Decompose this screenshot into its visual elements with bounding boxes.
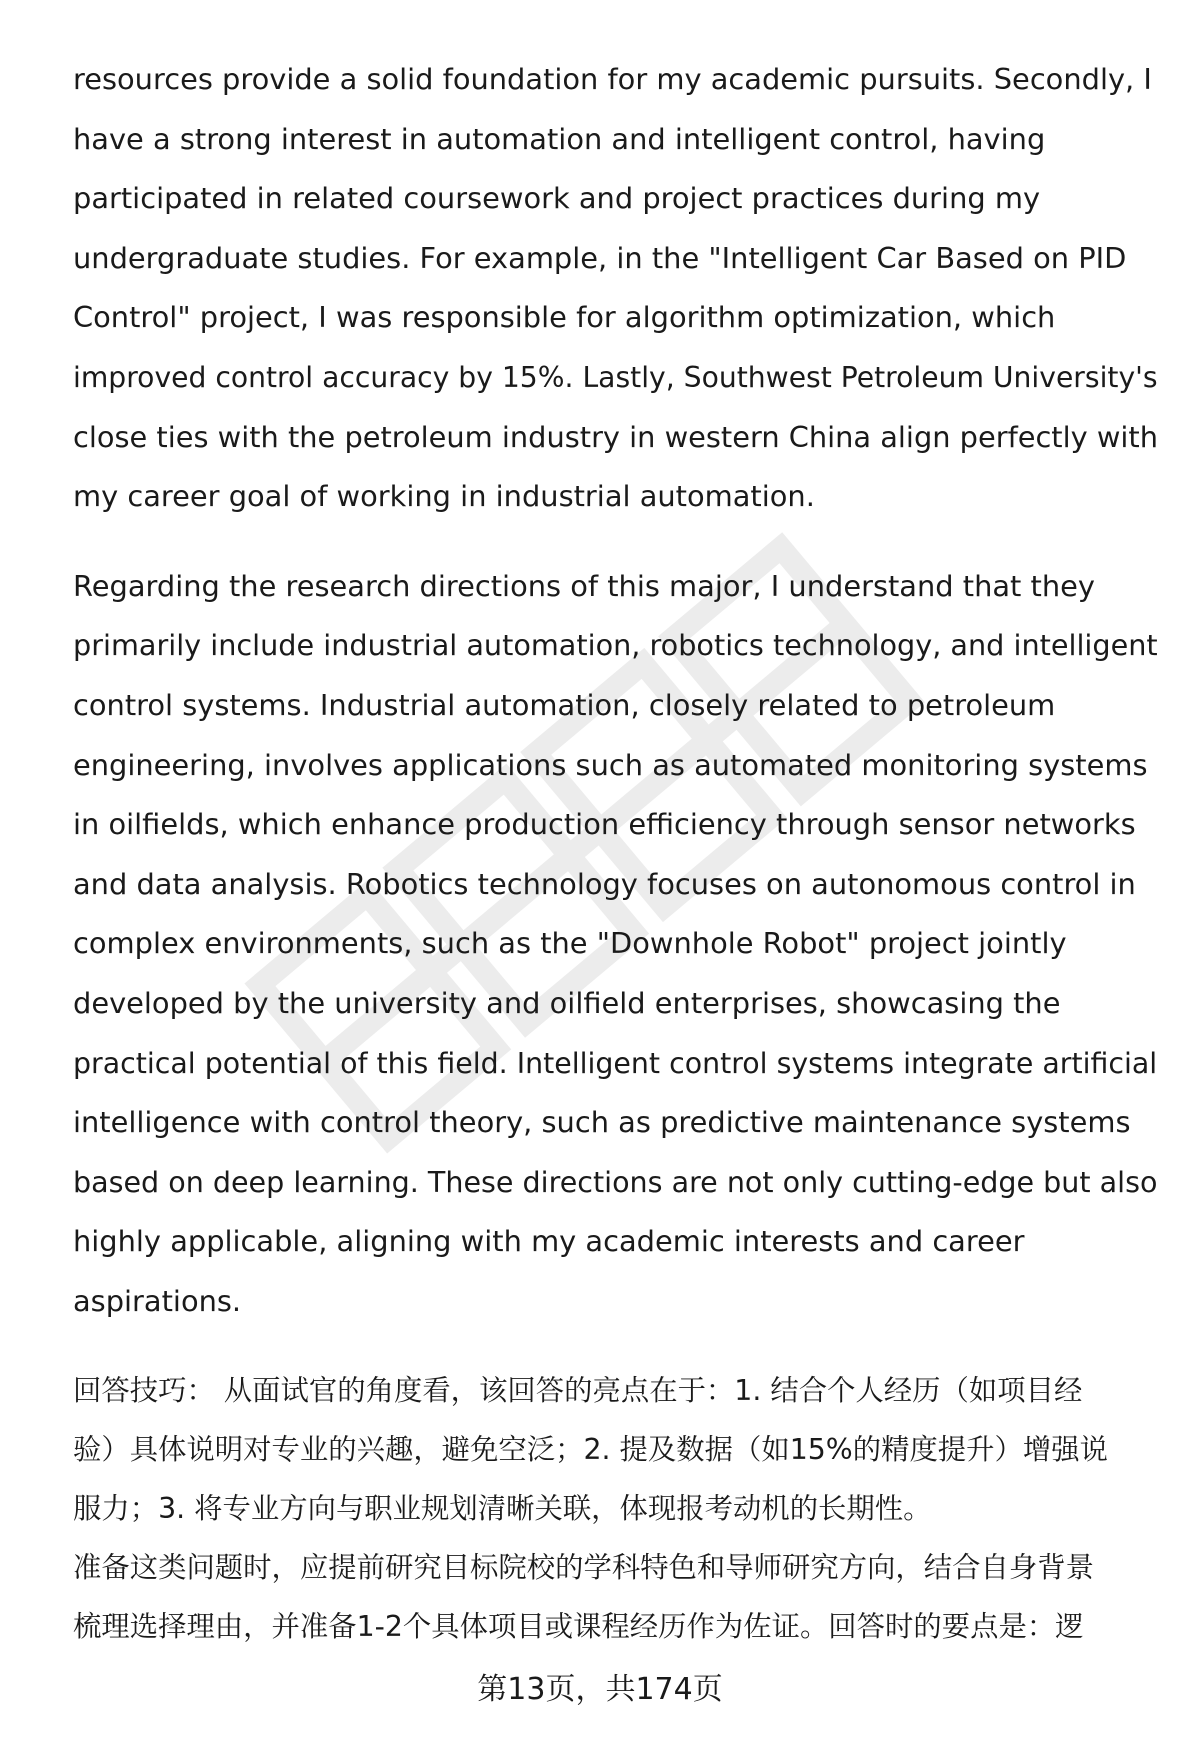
paragraph-motivation (73, 50, 1163, 527)
text-line: primarily include industrial automation, robotics technology, and intelligent (73, 628, 1158, 663)
text-line: developed by the university and oilfield enterprises, showcasing the (73, 985, 1061, 1020)
text-line: engineering, involves applications such as automated monitoring systems (73, 747, 1148, 782)
text-line: Control" project, I was responsible for algorithm optimization, which (73, 300, 1056, 335)
text-line: participated in related coursework and project practices during my (73, 181, 1041, 216)
text-line: intelligence with control theory, such as predictive maintenance systems (73, 1105, 1131, 1140)
tips-line: 准备这类问题时，应提前研究目标院校的学科特色和导师研究方向，结合自身背景 (73, 1551, 1094, 1585)
text-line: highly applicable, aligning with my academic interests and career (73, 1224, 1025, 1259)
text-line: close ties with the petroleum industry in western China align perfectly with (73, 419, 1158, 454)
text-line: in oilfields, which enhance production efficiency through sensor networks (73, 807, 1136, 842)
main-content (73, 50, 1163, 1656)
tips-line: 回答技巧： 从面试官的角度看，该回答的亮点在于：1. 结合个人经历（如项目经 (73, 1374, 1083, 1408)
text-line: complex environments, such as the "Downhole Robot" project jointly (73, 926, 1067, 961)
tips-line: 梳理选择理由，并准备1-2个具体项目或课程经历作为佐证。回答时的要点是：逻 (73, 1610, 1084, 1644)
text-line: undergraduate studies. For example, in the "Intelligent Car Based on PID (73, 240, 1127, 275)
text-line: and data analysis. Robotics technology focuses on autonomous control in (73, 866, 1136, 901)
answer-tips (73, 1361, 1163, 1656)
page-number: 第13页，共174页 (477, 1672, 723, 1707)
text-line: practical potential of this field. Intelligent control systems integrate artificial (73, 1046, 1158, 1080)
text-line: based on deep learning. These directions are not only cutting-edge but also (73, 1164, 1158, 1199)
paragraph-research-directions (73, 557, 1163, 1332)
text-line: my career goal of working in industrial automation. (73, 479, 815, 514)
text-line: improved control accuracy by 15%. Lastly, Southwest Petroleum University's (73, 360, 1158, 394)
text-line: aspirations. (73, 1283, 242, 1318)
tips-line: 服力；3. 将专业方向与职业规划清晰关联，体现报考动机的长期性。 (73, 1492, 932, 1526)
tips-line: 验）具体说明对专业的兴趣，避免空泛；2. 提及数据（如15%的精度提升）增强说 (73, 1433, 1108, 1467)
text-line: have a strong interest in automation and intelligent control, having (73, 121, 1046, 156)
text-line: Regarding the research directions of this major, I understand that they (73, 568, 1095, 603)
text-line: control systems. Industrial automation, closely related to petroleum (73, 687, 1056, 722)
text-line: resources provide a solid foundation for my academic pursuits. Secondly, I (73, 62, 1152, 96)
